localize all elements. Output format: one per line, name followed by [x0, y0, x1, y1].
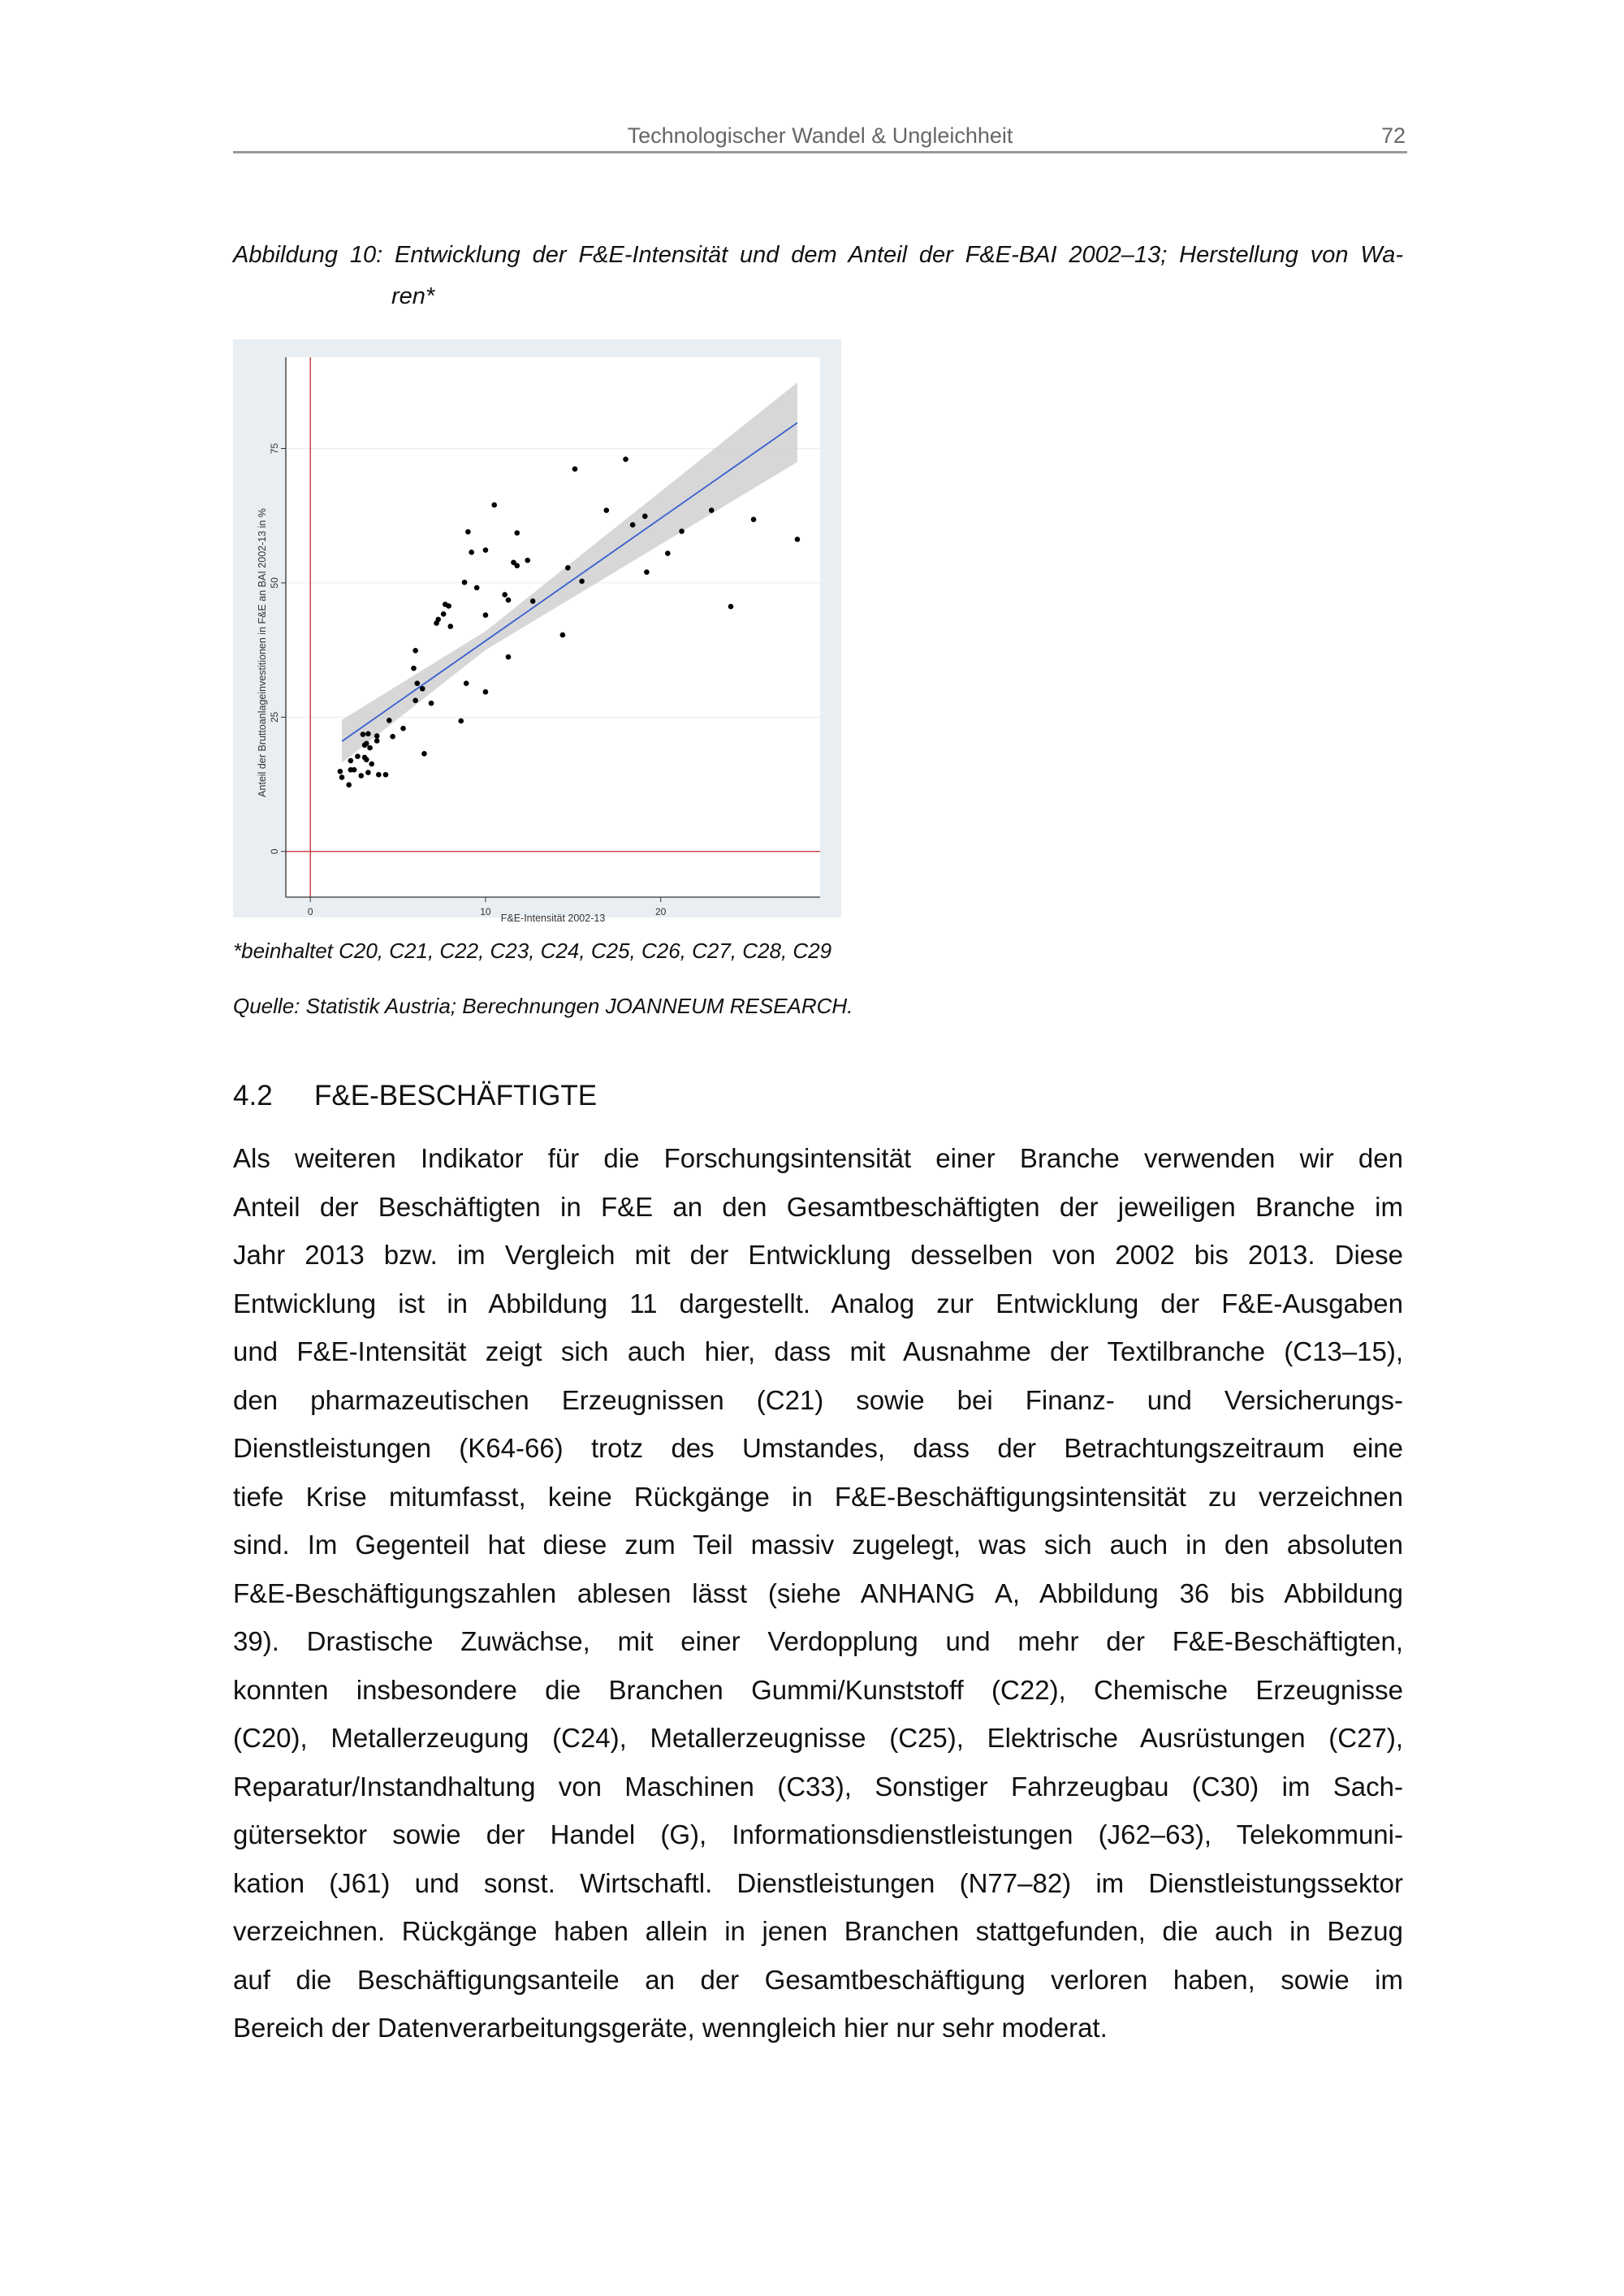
- data-point: [795, 537, 801, 542]
- data-point: [364, 740, 369, 746]
- data-point: [411, 666, 417, 671]
- data-point: [679, 529, 685, 534]
- y-tick-label: 0: [269, 848, 280, 855]
- data-point: [525, 558, 530, 563]
- data-point: [338, 769, 343, 775]
- figure-caption: Abbildung 10: Entwicklung der F&E-Intensität und dem Anteil der F&E-BAI 2002–13; Herstellung von Wa-: [233, 242, 1403, 268]
- y-tick-label: 50: [269, 577, 280, 589]
- data-point: [374, 738, 380, 744]
- data-point: [361, 732, 366, 737]
- data-point: [502, 592, 508, 598]
- data-point: [415, 680, 421, 686]
- body-line: verzeichnen. Rückgänge haben allein in jenen Branchen stattgefunden, die auch in Bezug: [233, 1916, 1403, 1946]
- data-point: [464, 680, 469, 686]
- data-point: [412, 698, 418, 704]
- data-point: [364, 757, 369, 762]
- data-point: [483, 689, 489, 695]
- data-point: [369, 762, 374, 767]
- data-point: [346, 782, 352, 788]
- figure-caption-continued: ren*: [391, 283, 435, 309]
- data-point: [458, 719, 464, 724]
- y-tick-label: 25: [269, 711, 280, 723]
- y-axis-label: Anteil der Bruttoanlageinvestitionen in F&E an BAI 2002-13 in %: [257, 508, 268, 797]
- data-point: [474, 585, 480, 591]
- data-point: [462, 580, 468, 585]
- data-point: [483, 612, 489, 618]
- data-point: [400, 726, 406, 732]
- data-point: [412, 648, 418, 654]
- data-point: [441, 611, 447, 617]
- data-point: [565, 565, 571, 571]
- data-point: [374, 733, 380, 739]
- data-point: [483, 547, 489, 553]
- y-tick-label: 75: [269, 442, 280, 455]
- data-point: [352, 767, 357, 773]
- data-point: [728, 604, 734, 610]
- body-line: den pharmazeutischen Erzeugnissen (C21) sowie bei Finanz- und Versicherungs-: [233, 1384, 1403, 1415]
- section-heading: [233, 1080, 597, 1112]
- body-line: 39). Drastische Zuwächse, mit einer Verdopplung und mehr der F&E-Beschäftigten,: [233, 1626, 1403, 1656]
- data-point: [348, 758, 354, 764]
- body-line: auf die Beschäftigungsanteile an der Gesamtbeschäftigung verloren haben, sowie im: [233, 1964, 1403, 1995]
- data-point: [421, 751, 427, 757]
- section-number: 4.2: [233, 1080, 273, 1111]
- data-point: [506, 654, 512, 660]
- body-line: Bereich der Datenverarbeitungsgeräte, wenngleich hier nur sehr moderat.: [233, 2013, 1108, 2043]
- data-point: [530, 598, 536, 604]
- data-point: [435, 617, 441, 623]
- data-point: [387, 718, 392, 723]
- data-point: [709, 507, 715, 513]
- data-point: [572, 466, 578, 472]
- chart-svg: [233, 339, 841, 924]
- x-tick-label: 20: [654, 906, 667, 917]
- data-point: [355, 753, 361, 759]
- data-point: [560, 632, 566, 638]
- data-point: [642, 514, 648, 520]
- data-point: [514, 563, 520, 568]
- data-point: [365, 770, 371, 775]
- data-point: [665, 550, 671, 556]
- data-point: [390, 734, 395, 740]
- page-number: 72: [1380, 123, 1406, 148]
- body-line: tiefe Krise mitumfasst, keine Rückgänge in F&E-Beschäftigungsintensität zu verzeichnen: [233, 1481, 1403, 1512]
- data-point: [491, 503, 497, 508]
- data-point: [420, 686, 425, 692]
- body-text: [233, 1140, 1403, 2058]
- data-point: [365, 732, 371, 737]
- body-line: konnten insbesondere die Branchen Gummi/Kunststoff (C22), Chemische Erzeugnisse: [233, 1674, 1403, 1705]
- body-line: Reparatur/Instandhaltung von Maschinen (C33), Sonstiger Fahrzeugbau (C30) im Sach-: [233, 1771, 1403, 1802]
- running-title: Technologischer Wandel & Ungleichheit: [627, 123, 1013, 148]
- figure-footnote: *beinhaltet C20, C21, C22, C23, C24, C25, C26, C27, C28, C29: [233, 939, 832, 963]
- data-point: [429, 701, 434, 706]
- body-line: (C20), Metallerzeugung (C24), Metallerzeugnisse (C25), Elektrische Ausrüstungen (C27),: [233, 1723, 1403, 1753]
- data-point: [751, 517, 757, 523]
- figure-source: Quelle: Statistik Austria; Berechnungen JOANNEUM RESEARCH.: [233, 994, 853, 1018]
- scatter-chart: [233, 339, 841, 924]
- data-point: [630, 522, 636, 528]
- data-point: [339, 775, 345, 780]
- data-point: [358, 773, 364, 779]
- data-point: [514, 530, 520, 536]
- data-point: [644, 569, 650, 575]
- data-point: [376, 772, 382, 778]
- page-header: [233, 122, 1407, 153]
- body-line: F&E-Beschäftigungszahlen ablesen lässt (siehe ANHANG A, Abbildung 36 bis Abbildung: [233, 1577, 1403, 1608]
- x-axis-label: F&E-Intensität 2002-13: [500, 913, 606, 924]
- data-point: [506, 598, 512, 603]
- body-line: Anteil der Beschäftigten in F&E an den Gesamtbeschäftigten der jeweiligen Branche im: [233, 1191, 1403, 1222]
- body-line: Dienstleistungen (K64-66) trotz des Umstandes, dass der Betrachtungszeitraum eine: [233, 1433, 1403, 1463]
- data-point: [446, 603, 451, 609]
- body-line: sind. Im Gegenteil hat diese zum Teil massiv zugelegt, was sich auch in den absoluten: [233, 1530, 1403, 1560]
- data-point: [465, 529, 471, 535]
- data-point: [604, 507, 610, 513]
- data-point: [579, 579, 585, 585]
- data-point: [469, 550, 474, 555]
- data-point: [623, 456, 628, 462]
- body-line: Als weiteren Indikator für die Forschungsintensität einer Branche verwenden wir den: [233, 1143, 1403, 1173]
- x-tick-label: 10: [480, 906, 491, 917]
- data-point: [383, 772, 389, 778]
- data-point: [367, 745, 373, 751]
- body-line: Entwicklung ist in Abbildung 11 dargestellt. Analog zur Entwicklung der F&E-Ausgaben: [233, 1288, 1403, 1318]
- body-line: und F&E-Intensität zeigt sich auch hier, dass mit Ausnahme der Textilbranche (C13–15),: [233, 1336, 1403, 1366]
- data-point: [447, 624, 453, 629]
- x-tick-label: 0: [307, 906, 313, 917]
- body-line: kation (J61) und sonst. Wirtschaftl. Dienstleistungen (N77–82) im Dienstleistungssektor: [233, 1867, 1403, 1898]
- section-title: F&E-BESCHÄFTIGTE: [314, 1080, 598, 1111]
- body-line: Jahr 2013 bzw. im Vergleich mit der Entwicklung desselben von 2002 bis 2013. Diese: [233, 1240, 1403, 1270]
- body-line: gütersektor sowie der Handel (G), Informationsdienstleistungen (J62–63), Telekommuni-: [233, 1819, 1403, 1849]
